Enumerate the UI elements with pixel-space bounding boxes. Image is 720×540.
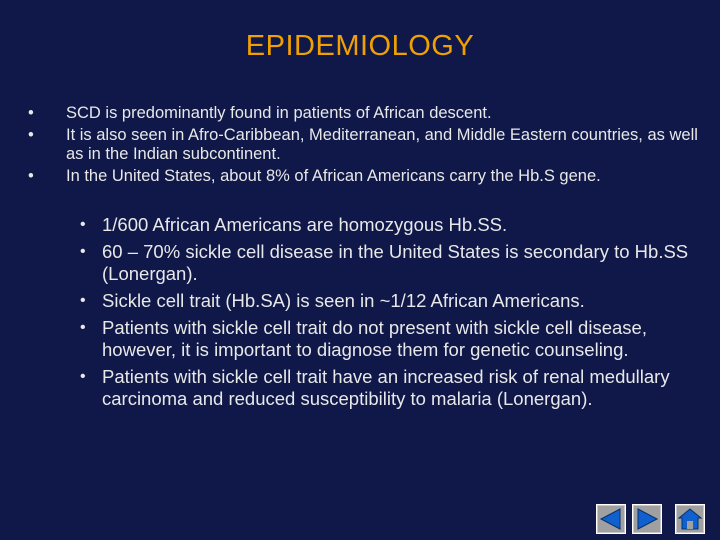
bullet-marker: • [80, 368, 86, 385]
bullet-marker: • [28, 126, 34, 144]
forward-arrow-icon [632, 504, 662, 534]
bullet-marker: • [80, 243, 86, 260]
sub-bullet-text: 60 – 70% sickle cell disease in the United States is secondary to Hb.SS (Lonergan). [102, 241, 689, 284]
bullet-marker: • [28, 104, 34, 122]
bullet-item [28, 126, 698, 164]
sub-bullet-item [80, 366, 690, 410]
sub-bullet-item [80, 241, 690, 285]
sub-bullet-text: Sickle cell trait (Hb.SA) is seen in ~1/12 African Americans. [102, 290, 585, 311]
sub-bullet-item [80, 290, 690, 312]
bullet-item [28, 167, 698, 186]
sub-bullet-item [80, 214, 690, 236]
next-slide-button[interactable] [632, 504, 662, 534]
bullet-list [28, 104, 698, 189]
slide-title: EPIDEMIOLOGY [245, 30, 475, 62]
previous-slide-button[interactable] [596, 504, 626, 534]
bullet-marker: • [80, 216, 86, 233]
bullet-text: In the United States, about 8% of African Americans carry the Hb.S gene. [66, 167, 601, 185]
bullet-marker: • [80, 319, 86, 336]
home-button[interactable] [675, 504, 705, 534]
sub-bullet-item [80, 317, 690, 361]
bullet-text: SCD is predominantly found in patients of African descent. [66, 104, 492, 122]
bullet-marker: • [28, 167, 34, 185]
home-icon [675, 504, 705, 534]
sub-bullet-text: Patients with sickle cell trait have an increased risk of renal medullary carcinoma and reduced susceptibility to malaria (Lonergan). [102, 366, 670, 409]
bullet-text: It is also seen in Afro-Caribbean, Mediterranean, and Middle Eastern countries, as well as in the Indian subcontinent. [66, 126, 698, 163]
back-arrow-icon [596, 504, 626, 534]
sub-bullet-text: Patients with sickle cell trait do not present with sickle cell disease, however, it is important to diagnose them for genetic counseling. [102, 317, 647, 360]
bullet-marker: • [80, 292, 86, 309]
sub-bullet-list [80, 214, 690, 415]
sub-bullet-text: 1/600 African Americans are homozygous Hb.SS. [102, 214, 508, 235]
bullet-item [28, 104, 698, 123]
